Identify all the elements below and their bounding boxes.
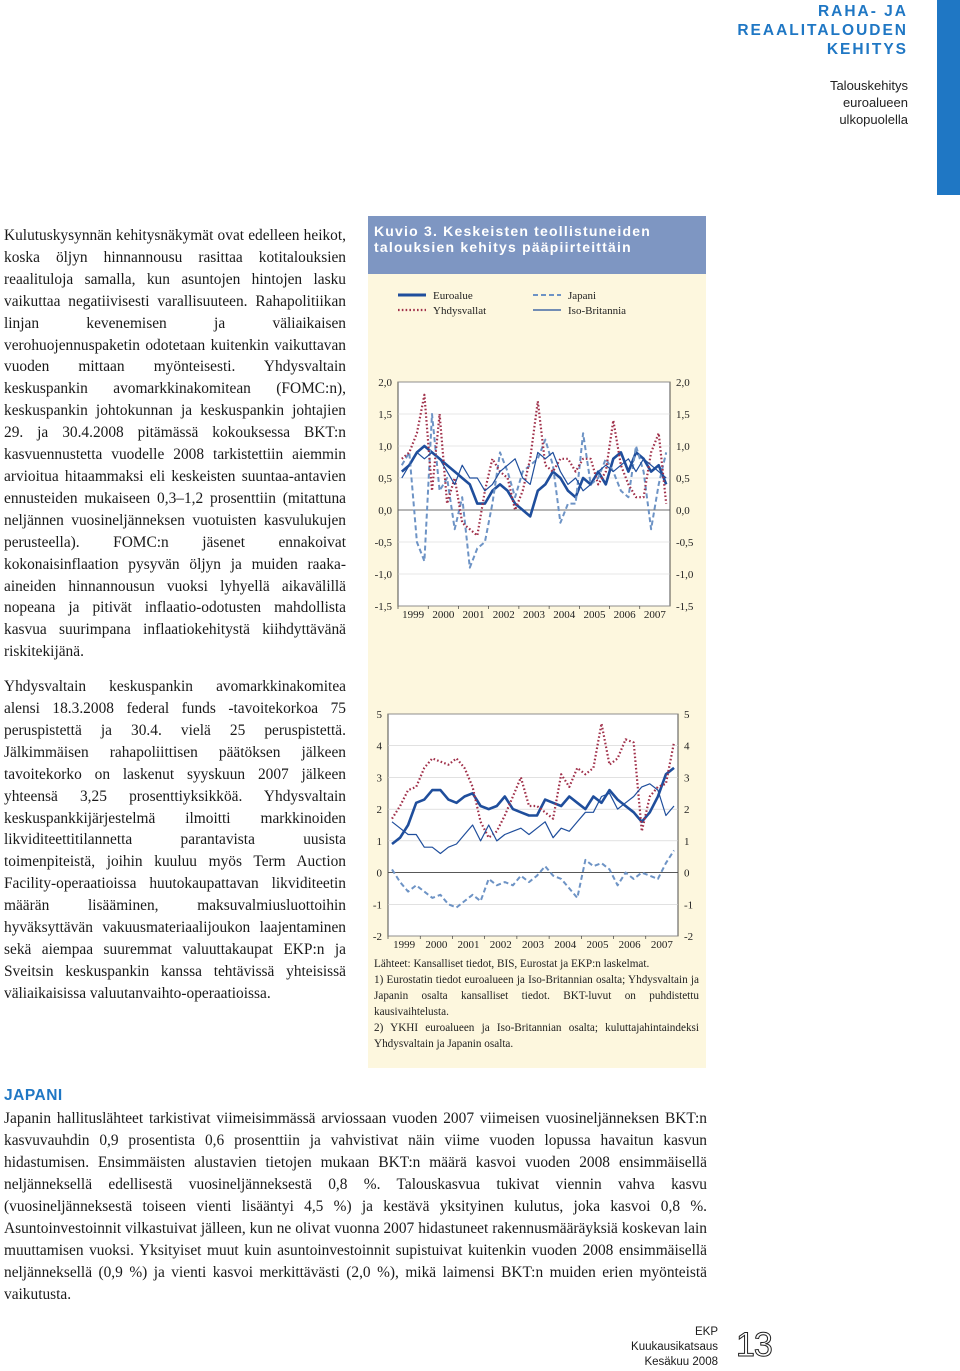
chart1-xtick: 1999 [402, 609, 425, 621]
chart1-xtick: 2001 [462, 609, 485, 621]
chart1-xtick: 2006 [613, 609, 636, 621]
legend-label-iso-britannia: Iso-Britannia [568, 305, 627, 317]
legend-item-iso-britannia [533, 305, 626, 317]
chart2-ytick-right: 1 [684, 835, 690, 848]
chart1-ytick-left: 1,0 [378, 441, 392, 453]
chart1-ytick-right: -1,0 [676, 569, 694, 581]
chart1-ytick-right: 1,0 [676, 441, 690, 453]
chart2-ytick-left: 5 [376, 709, 382, 721]
section-title: RAHA- JA REAALITALOUDEN KEHITYS [737, 3, 908, 58]
chart2-ytick-left: 4 [376, 740, 382, 753]
chart2-ytick-left: 0 [376, 867, 382, 880]
chart2-xtick: 2000 [425, 939, 448, 951]
chart2-ytick-left: 3 [376, 772, 382, 785]
left-column-text [4, 225, 346, 1018]
chart2-ytick-right: 4 [684, 740, 690, 753]
chart2-ytick-right: 3 [684, 772, 690, 785]
legend-item-euroalue [398, 290, 473, 302]
section-heading-japani: JAPANI [4, 1087, 63, 1104]
japani-paragraph: Japanin hallituslähteet tarkistivat viimeisimmässä arviossaan vuoden 2007 viimeisen vuosineljänneksen BKT:n kasvuvauhdin 0,9 prosentista 0,6 prosenttiin ja vahvistivat näin viime vuoden lopussa havaitun kasvun hidastumisen. Ensimmäisten alustavien tietojen mukaan BKT:n määrä kasvoi vuoden 2008 ensimmäisellä neljänneksellä edellisestä vuosineljänneksestä 0,8 %. Talouskasvua tukivat viennin vahva kasvu (vuosineljänneksestä toiseen vienti lisääntyi 4,5 %) ja kestävä yksityinen kulutus, joka kasvoi 0,8 %. Asuntoinvestoinnit vilkastuivat jälleen, kun ne olivat vuonna 2007 hidastuneet rakennusmääräyksiä koskevan lain muuttamisen vuoksi. Yksityiset muut kuin asuntoinvestoinnit supistuivat kuitenkin vuoden 2008 ensimmäisellä neljänneksellä (0,9 %) ja vienti kasvoi merkittävästi (2,0 %), mikä laimensi BKT:n muiden erien myönteistä vaikutusta. [4, 1110, 707, 1303]
chart2-xtick: 2006 [618, 939, 641, 951]
chart1-xtick: 2004 [553, 609, 576, 621]
chart1-ytick-left: -1,5 [374, 601, 392, 613]
chart2-plot-area [388, 714, 678, 936]
chart2-xtick: 2002 [489, 939, 512, 951]
legend-item-japani [533, 290, 596, 302]
legend-label-yhdysvallat: Yhdysvallat [433, 305, 487, 317]
chart2-ytick-right: -1 [684, 899, 694, 912]
chart1-ytick-left: 0,0 [378, 505, 392, 517]
legend-item-yhdysvallat [398, 305, 486, 317]
chart1-xtick: 2000 [432, 609, 455, 621]
figure-title: Kuvio 3. Keskeisten teollistuneiden talouksien kehitys pääpiirteittäin [368, 216, 706, 274]
chart1-ytick-right: 0,5 [676, 473, 690, 485]
footer-publication: EKP Kuukausikatsaus Kesäkuu 2008 [631, 1326, 718, 1368]
figure-box [368, 216, 706, 1068]
chart-panel-inflation [373, 709, 693, 951]
chart1-xtick: 2002 [492, 609, 515, 621]
figure-notes [374, 956, 699, 1052]
paragraph-2: Yhdysvaltain keskuspankin avomarkkinakomitea alensi 18.3.2008 federal funds -tavoitekorkoa 75 peruspistettä ja 30.4. vielä 25 peruspistettä. Jälkimmäisen rahapoliittisen päätöksen jälkeen tavoitekorko on laskenut syyskuun 2007 jälkeen yhteensä 3,25 prosenttiyksikköä. Yhdysvaltain keskuspankkijärjestelmä ilmoitti markkinoiden likviditeettitilannetta parantavista uusista toimenpiteistä, joihin kuuluu myös Term Auction Facility-operaatioissa huutokaupattavan likviditeetin määrän lisääminen, maksuvalmiusluottoihin hyväksyttävän vakuusmateriaalijoukon laajentaminen sekä aiempaa suuremmat valuuttakaupat EKP:n ja Sveitsin keskuspankin kanssa tehtävissä yhteisissä väliaikaisissa valuutanvaihto-operaatioissa. [4, 678, 346, 1002]
figure-note-2: 2) YKHI euroalueen ja Iso-Britannian osalta; kuluttajahintaindeksi Yhdysvaltain ja Japanin osalta. [374, 1022, 699, 1050]
chart2-ytick-right: 2 [684, 804, 690, 817]
legend-label-euroalue: Euroalue [433, 290, 473, 302]
figure-note-sources: Lähteet: Kansalliset tiedot, BIS, Eurostat ja EKP:n laskelmat. [374, 958, 650, 970]
chart2-xtick: 2007 [650, 939, 673, 951]
legend [398, 290, 626, 317]
chart1-ytick-right: 0,0 [676, 505, 690, 517]
paragraph-1: Kulutuskysynnän kehitysnäkymät ovat edelleen heikot, koska öljyn hinnannousu rasittaa kotitalouksien reaalituloja samalla, kun asuntojen hintojen lasku vaikuttaa negatiivisesti varallisuuteen. Rahapolitiikan linjan kevenemisen ja väliaikaisen verohuojennuspaketin odotetaan kuitenkin vaikuttavan vuoden mittaan myönteisesti. Yhdysvaltain keskuspankin avomarkkinakomitean (FOMC:n), keskuspankin johtokunnan ja keskuspankin johtajien 29. ja 30.4.2008 pitämässä kokouksessa BKT:n kasvuennustetta vuodelle 2008 tarkistettiin aiemmin arvioitua hitaammaksi eli keskeisten suuntaa-antavien ennusteiden mukaiseen 0,3–1,2 prosenttiin (mitattuna neljännen vuosineljänneksen vuotuisten kasvulukujen perusteella). FOMC:n jäsenet ennakoivat kokonaisinflaation pysyvän öljyn ja muiden raaka-aineiden hinnannousun vuoksi lyhyellä aikavälillä nopeana ja pitivät inflaatio-odotusten mahdollista kasvua suurimpana inflaatiokehitystä kiihdyttävänä riskitekijänä. [4, 227, 346, 661]
legend-label-japani: Japani [568, 290, 597, 302]
chart2-xtick: 1999 [393, 939, 416, 951]
chart1-ytick-right: -0,5 [676, 537, 694, 549]
chart1-ytick-left: 1,5 [378, 409, 392, 421]
chart1-ytick-right: 1,5 [676, 409, 690, 421]
chart2-ytick-left: -1 [372, 899, 382, 912]
header-color-block [937, 0, 960, 195]
chart2-ytick-right: 0 [684, 867, 690, 880]
chart2-ytick-right: 5 [684, 709, 690, 721]
chart2-ytick-left: -2 [372, 931, 382, 943]
chart2-xtick: 2001 [457, 939, 480, 951]
figure-note-1: 1) Eurostatin tiedot euroalueen ja Iso-Britannian osalta; Yhdysvaltain ja Japanin osalta kansalliset tiedot. BKT-luvut on puhdistettu kausivaihtelusta. [374, 974, 699, 1018]
section-subtitle: Talouskehitys euroalueen ulkopuolella [829, 78, 908, 127]
chart1-ytick-left: -0,5 [374, 537, 392, 549]
chart-panel-output-growth [375, 377, 694, 621]
chart1-ytick-left: -1,0 [374, 569, 392, 581]
chart1-ytick-left: 2,0 [378, 377, 392, 389]
chart1-xtick: 2003 [523, 609, 545, 621]
chart1-xtick: 2005 [583, 609, 606, 621]
chart1-ytick-left: 0,5 [378, 473, 392, 485]
chart2-xtick: 2004 [554, 939, 577, 951]
chart1-ytick-right: -1,5 [676, 601, 694, 613]
chart2-xtick: 2003 [522, 939, 544, 951]
chart2-xtick: 2005 [586, 939, 609, 951]
chart2-ytick-left: 2 [376, 804, 382, 817]
page-number: 13 [736, 1326, 772, 1364]
chart1-xtick: 2007 [643, 609, 666, 621]
chart1-ytick-right: 2,0 [676, 377, 690, 389]
chart2-ytick-right: -2 [684, 931, 694, 943]
chart2-ytick-left: 1 [376, 835, 382, 848]
figure-charts [368, 274, 706, 954]
